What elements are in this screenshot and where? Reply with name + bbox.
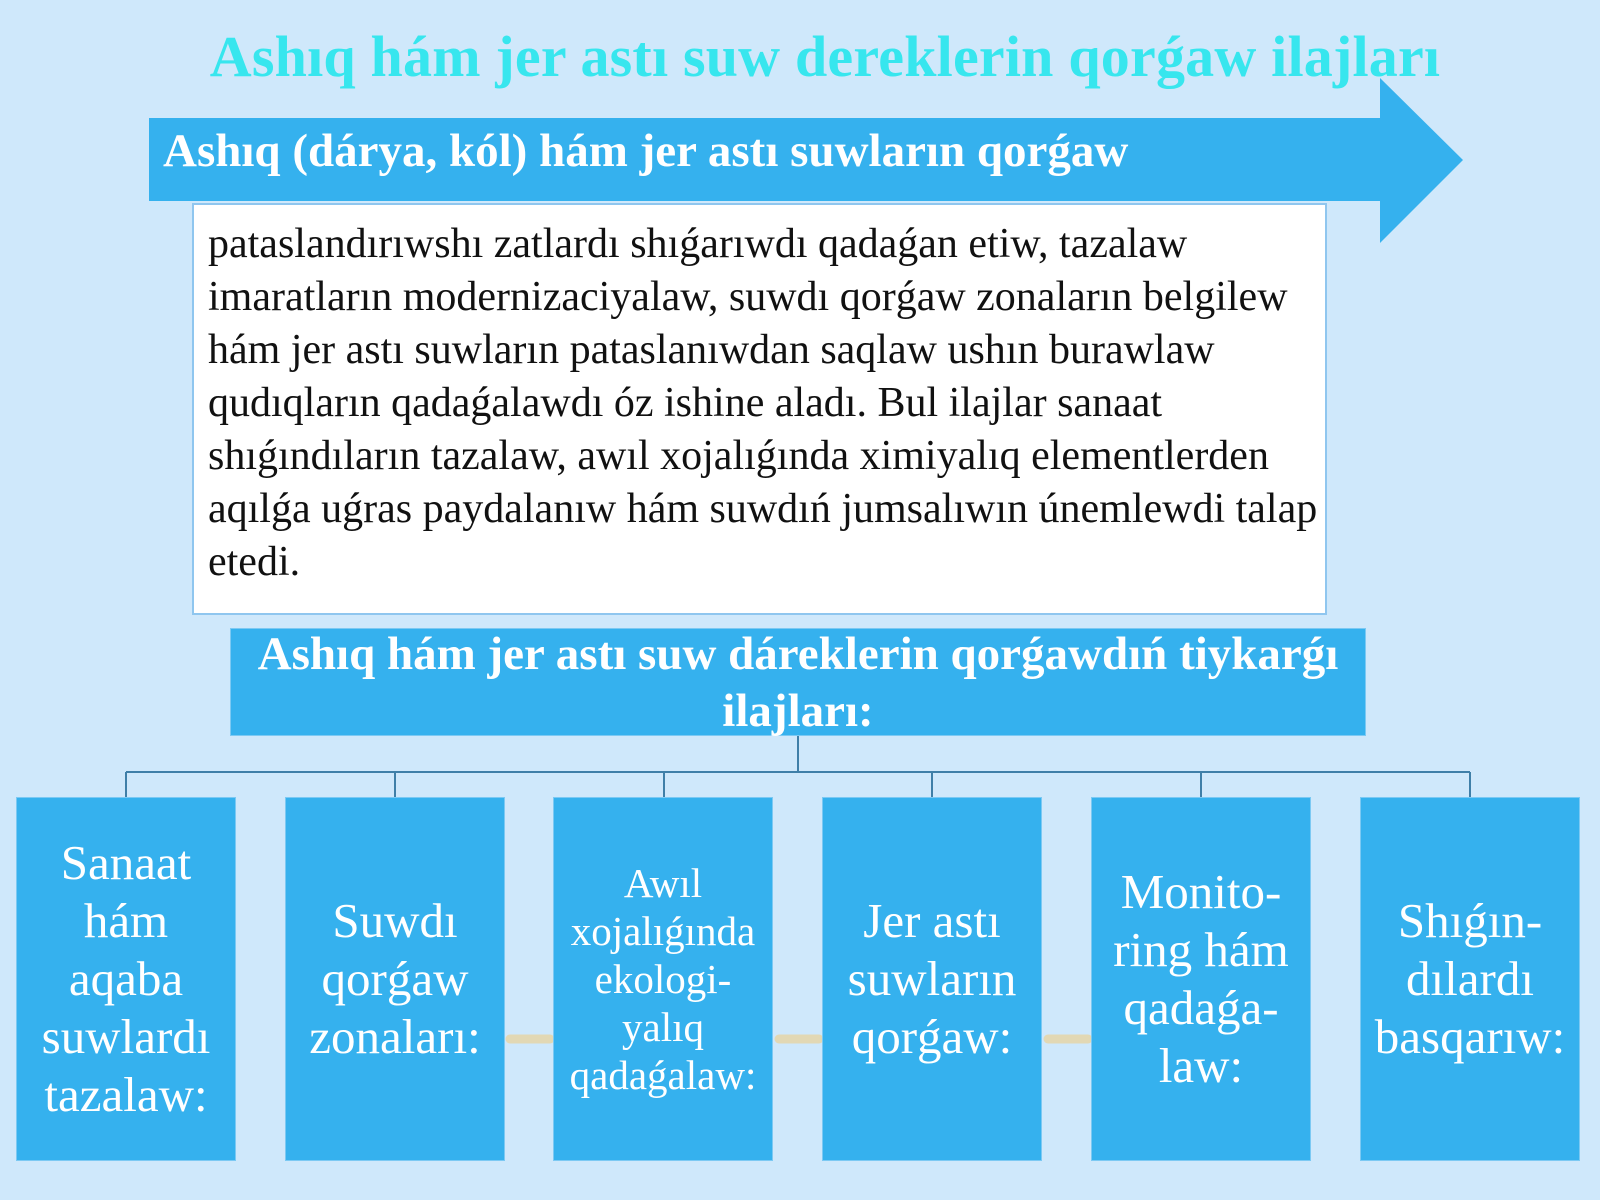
- measure-box-waste-management: [1360, 797, 1580, 1161]
- measure-label: Shıǵın-dılardı basqarıw:: [1374, 893, 1566, 1064]
- measure-box-protection-zones: [285, 797, 505, 1161]
- page-title: Ashıq hám jer astı suw dereklerin qorǵaw ilajları: [209, 24, 1441, 89]
- measure-label: Awıl xojalıǵında ekologi-yalıq qadaǵalaw:: [569, 860, 757, 1098]
- description-text: pataslandırıwshı zatlardı shıǵarıwdı qadaǵan etiw, tazalaw imaratların modernizaciyalaw, suwdı qorǵaw zonaların belgilew hám jer astı suwların pataslanıwdan saqlaw ushın burawlaw qudıqların qadaǵalawdı óz ishine aladı. Bul ilajlar sanaat shıǵındıların tazalaw, awıl xojalıǵında ximiyalıq elementlerden aqılǵa uǵras paydalanıw hám suwdıń jumsalıwın únemlewdi talap etedi.: [208, 221, 1318, 585]
- measure-box-industrial-wastewater: [16, 797, 236, 1161]
- measures-heading: Ashıq hám jer astı suw dáreklerin qorǵawdıń tiykarǵı ilajları:: [257, 628, 1339, 737]
- measure-label: Suwdı qorǵaw zonaları:: [309, 893, 481, 1064]
- arrow-label: Ashıq (dárya, kól) hám jer astı suwların qorǵaw: [163, 125, 1129, 177]
- measure-box-monitoring: [1091, 797, 1311, 1161]
- measure-label: Sanaat hám aqaba suwlardı tazalaw:: [41, 835, 211, 1122]
- measure-label: Jer astı suwların qorǵaw:: [847, 893, 1017, 1064]
- measure-box-agriculture-control: [553, 797, 773, 1161]
- measure-label: Monito-ring hám qadaǵa-law:: [1113, 864, 1289, 1093]
- measure-box-groundwater-protection: [822, 797, 1042, 1161]
